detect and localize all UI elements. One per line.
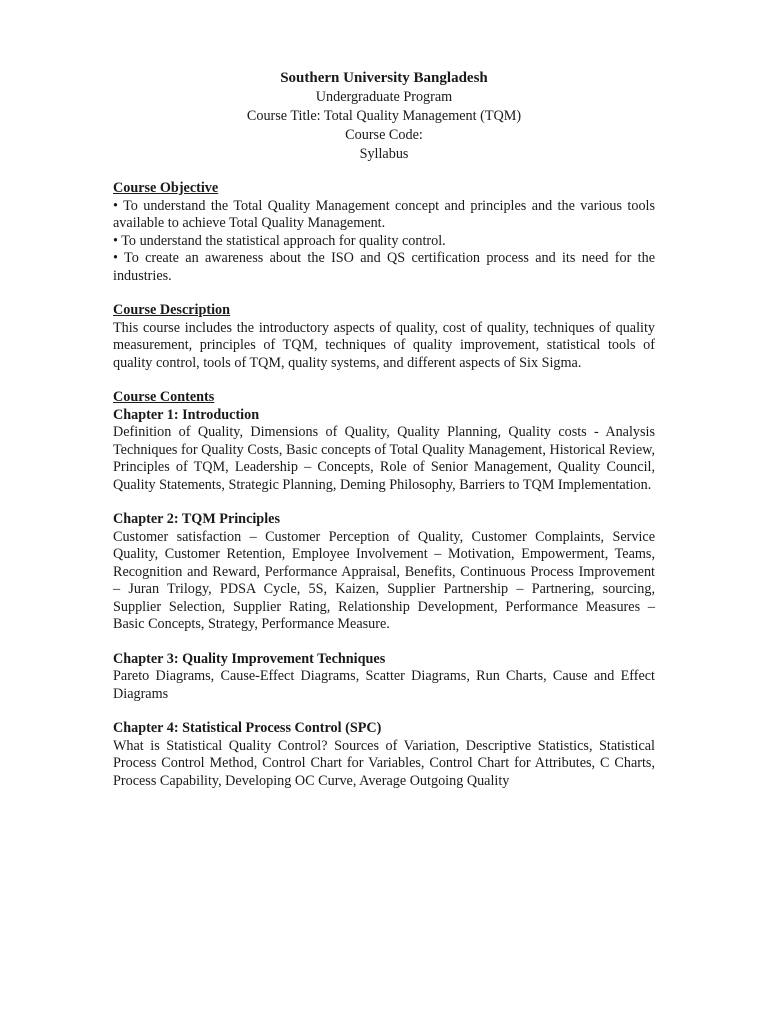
course-contents-section [113,389,655,790]
course-code: Course Code: [345,127,423,143]
chapter-text: Pareto Diagrams, Cause-Effect Diagrams, Scatter Diagrams, Run Charts, Cause and Effect Diagrams [113,668,655,702]
chapter-1 [113,407,655,495]
program-name: Undergraduate Program [315,89,453,105]
section-title-objective: Course Objective [113,180,219,196]
chapter-3 [113,651,655,704]
chapter-title: Chapter 4: Statistical Process Control (SPC) [113,720,382,736]
course-description-section [113,302,655,372]
chapter-4 [113,720,655,790]
syllabus-label: Syllabus [359,146,409,162]
document-header [113,68,655,164]
chapter-text: What is Statistical Quality Control? Sources of Variation, Descriptive Statistics, Statistical Process Control Method, Control Chart for Variables, Control Chart for Attributes, C Charts, Process Capability, Developing OC Curve, Average Outgoing Quality [113,737,655,789]
objective-item: • To create an awareness about the ISO and QS certification process and its need for the industries. [113,250,655,284]
objective-item: • To understand the statistical approach for quality control. [113,232,446,249]
course-title: Course Title: Total Quality Management (TQM) [246,108,522,124]
chapter-title: Chapter 2: TQM Principles [113,511,280,527]
chapter-text: Customer satisfaction – Customer Perception of Quality, Customer Complaints, Service Quality, Customer Retention, Employee Involvement – Motivation, Empowerment, Teams, Recognition and Reward, Performance Appraisal, Benefits, Continuous Process Improvement – Juran Trilogy, PDSA Cycle, 5S, Kaizen, Supplier Partnership – Partnering, sourcing, Supplier Selection, Supplier Rating, Relationship Development, Performance Measures – Basic Concepts, Strategy, Performance Measure. [113,528,655,632]
section-title-contents: Course Contents [113,389,215,405]
university-name: Southern University Bangladesh [280,70,488,86]
course-objective-section [113,180,655,285]
objective-item: • To understand the Total Quality Management concept and principles and the various tools available to achieve Total Quality Management. [113,197,655,231]
chapter-title: Chapter 3: Quality Improvement Techniques [113,650,386,667]
chapter-2 [113,511,655,634]
description-text: This course includes the introductory aspects of quality, cost of quality, techniques of quality measurement, principles of TQM, techniques of quality improvement, statistical tools of quality control, tools of TQM, quality systems, and different aspects of Six Sigma. [113,319,655,371]
chapter-title: Chapter 1: Introduction [113,406,260,423]
section-title-description: Course Description [113,302,231,318]
chapter-text: Definition of Quality, Dimensions of Quality, Quality Planning, Quality costs - Analysis Techniques for Quality Costs, Basic concepts of Total Quality Management, Historical Review, Principles of TQM, Leadership – Concepts, Role of Senior Management, Quality Council, Quality Statements, Strategic Planning, Deming Philosophy, Barriers to TQM Implementation. [113,424,655,493]
